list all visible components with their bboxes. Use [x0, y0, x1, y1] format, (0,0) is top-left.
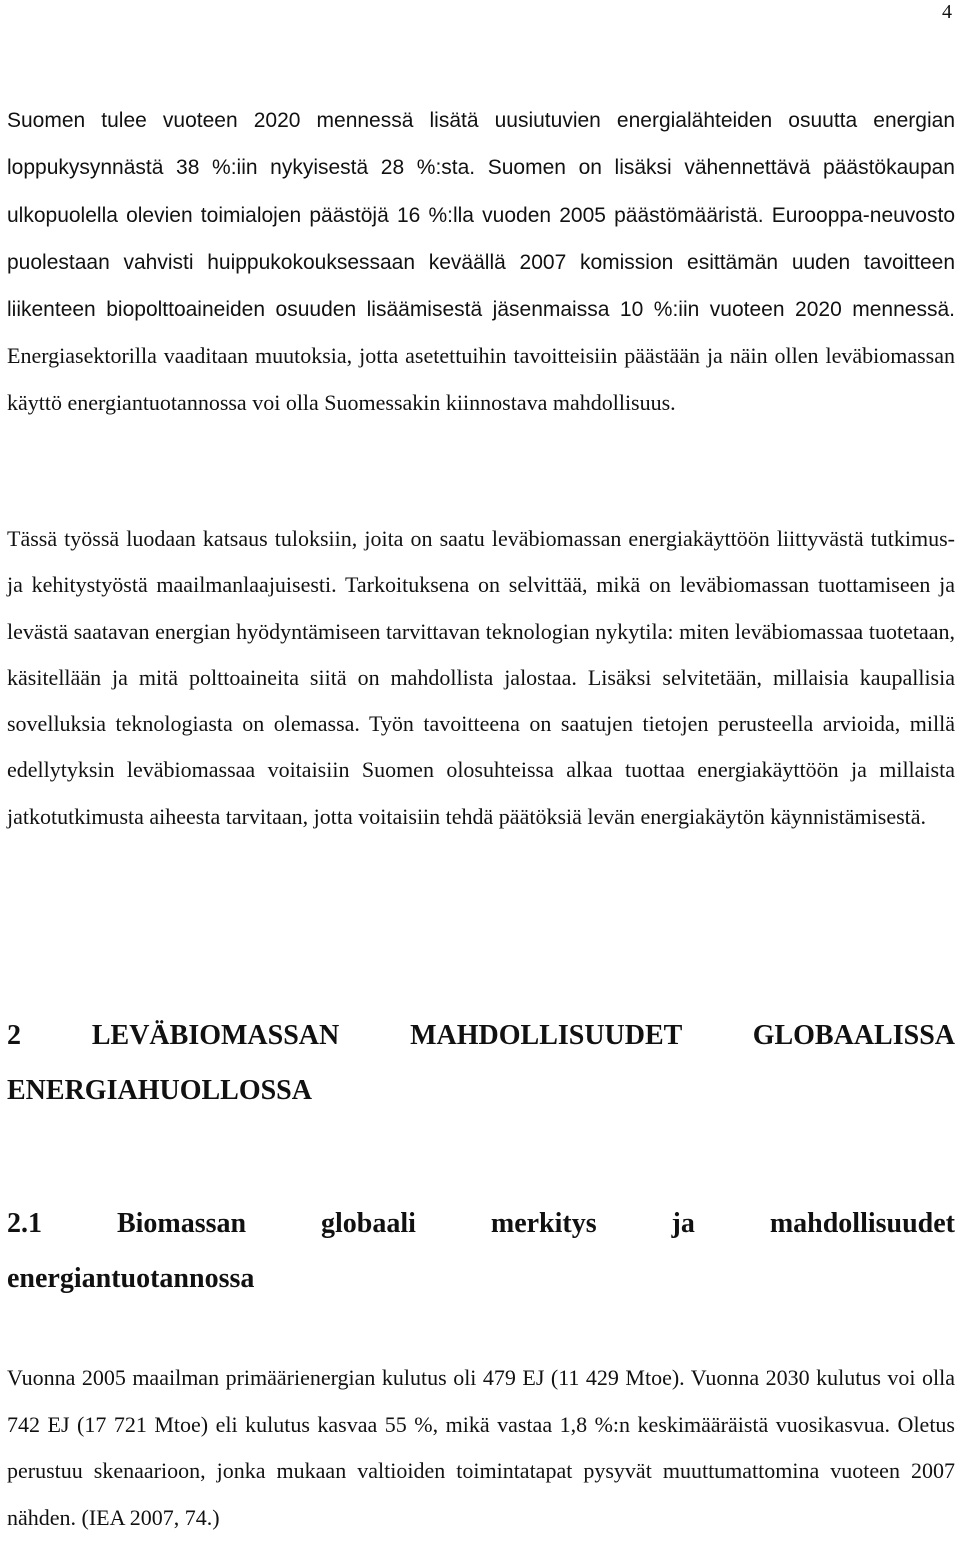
chapter-heading-line-1: 2 LEVÄBIOMASSAN MAHDOLLISUUDET GLOBAALISSA	[7, 1020, 955, 1051]
chapter-heading-line-2: ENERGIAHUOLLOSSA	[7, 1075, 312, 1106]
page-number: 4	[942, 1, 952, 23]
section-heading-line-1: 2.1 Biomassan globaali merkitys ja mahdollisuudet	[7, 1208, 955, 1239]
chapter-heading	[7, 1008, 955, 1118]
paragraph-study-scope: Tässä työssä luodaan katsaus tuloksiin, joita on saatu leväbiomassan energiakäyttöön liittyvästä tutkimus- ja kehitystyöstä maailmanlaajuisesti. Tarkoituksena on selvittää, mikä on leväbiomassan tuottamiseen ja levästä saatavan energian hyödyntämiseen tarvittavan teknologian nykytila: miten leväbiomassaa tuotetaan, käsitellään ja mitä polttoaineita siitä on mahdollista jalostaa. Lisäksi selvitetään, millaisia kaupallisia sovelluksia teknologiasta on olemassa. Työn tavoitteena on saatujen tietojen perusteella arvioida, millä edellytyksin leväbiomassaa voitaisiin Suomen olosuhteissa alkaa tuottaa energiakäyttöön ja millaista jatkotutkimusta aiheesta tarvitaan, jotta voitaisiin tehdä päätöksiä levän energiakäytön käynnistämisestä.	[7, 526, 955, 829]
paragraph-targets-serif-part: Energiasektorilla vaaditaan muutoksia, jotta asetettuihin tavoitteisiin päästään ja näin ollen leväbiomassan käyttö energiantuotannossa voi olla Suomessakin kiinnostava mahdollisuus.	[7, 343, 955, 415]
paragraph-energy-consumption: Vuonna 2005 maailman primäärienergian kulutus oli 479 EJ (11 429 Mtoe). Vuonna 2030 kulutus voi olla 742 EJ (17 721 Mtoe) eli kulutus kasvaa 55 %, mikä vastaa 1,8 %:n keskimääräistä vuosikasvua. Oletus perustuu skenaarioon, jonka mukaan valtioiden toimintatapat pysyvät muuttumattomina vuoteen 2007 nähden. (IEA 2007, 74.)	[7, 1365, 955, 1530]
paragraph-targets-sans-part: Suomen tulee vuoteen 2020 mennessä lisätä uusiutuvien energialähteiden osuutta energian loppukysynnästä 38 %:iin nykyisestä 28 %:sta. Suomen on lisäksi vähennettävä päästökaupan ulkopuolella olevien toimialojen päästöjä 16 %:lla vuoden 2005 päästömääristä. Eurooppa-neuvosto puolestaan vahvisti huippukokouksessaan keväällä 2007 komission esittämän uuden tavoitteen liikenteen biopolttoaineiden osuuden lisäämisestä jäsenmaissa 10 %:iin vuoteen 2020 mennessä.	[7, 109, 955, 322]
paragraph-targets	[7, 97, 955, 426]
section-heading-line-2: energiantuotannossa	[7, 1263, 255, 1294]
section-heading	[7, 1196, 955, 1306]
